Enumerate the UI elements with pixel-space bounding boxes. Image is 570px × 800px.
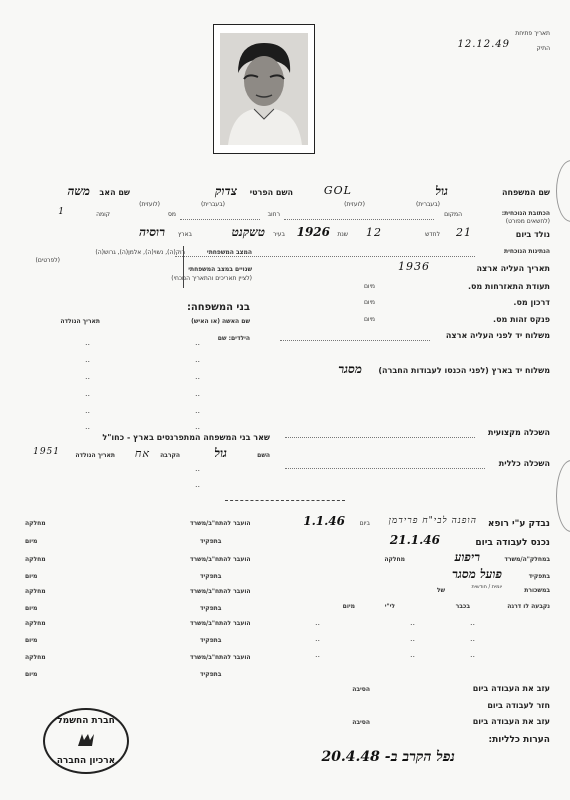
- dept-value: ריפוע: [454, 550, 480, 564]
- cert-from-label: מיום: [363, 283, 375, 290]
- aliya-value: 1936: [398, 260, 430, 273]
- from-right-4: מיום: [25, 637, 38, 644]
- role-label-5: בתפקיד: [200, 671, 222, 678]
- in-country-job-label: משלוח יד בארץ (לפני הכנסו לעבודות החברה): [378, 366, 550, 375]
- opening-date-value: 12.12.49: [457, 39, 510, 50]
- stamp-top-text: חברת החשמל: [57, 716, 115, 726]
- sub-latin-2: (לועזית): [139, 201, 160, 208]
- relative-birth-value: 1951: [33, 447, 60, 457]
- salary-sub: יומית / חודשית: [471, 584, 502, 590]
- place-label: המקום: [444, 211, 462, 218]
- family-name-latin: GOL: [323, 184, 352, 197]
- notes-label: הערות כלליות:: [488, 735, 550, 745]
- started-label: נכנס לעבודה ביום: [475, 538, 550, 548]
- children-label: הילדים: שם: [217, 335, 250, 342]
- birth-year: 1926: [296, 225, 330, 239]
- family-status-options: רוק(ה), נשוי(ה), אלמן(ה), גרוש(ה): [95, 249, 185, 256]
- grade-from: מיום: [342, 603, 355, 610]
- prof-edu-label: השכלה מקצועית: [487, 428, 550, 437]
- transfer-label-4: הועבר להתח"ב/משרד: [190, 620, 251, 627]
- floor-label: קומה: [96, 211, 110, 218]
- lightning-logo-icon: [76, 732, 96, 748]
- family-name-value: גול: [435, 184, 448, 198]
- medical-value: הופנה לבי"ח פרידמן: [388, 516, 477, 526]
- dept-label: במחלק"ה/משרד: [504, 556, 550, 563]
- birth-month: 12: [366, 226, 382, 239]
- occupation-before-label: משלוח יד לפני העליה ארצה: [445, 331, 550, 340]
- transfer-label-1: הועבר להתח"ב/משרד: [190, 520, 251, 527]
- relatives-title: שאר בני המשפחה המתפרנסים בארץ - כחו"ל: [102, 433, 270, 442]
- grade-value: בכבר: [455, 603, 470, 610]
- dept-right-1: מחלקה: [25, 520, 46, 527]
- birth-date-col: תאריך הנולדה: [60, 318, 100, 325]
- year-label: שנת: [337, 231, 348, 238]
- left2-reason-label: הסיבה: [352, 719, 370, 726]
- relative-name-label: השם: [257, 452, 270, 459]
- position-value: פועל מסגר: [452, 567, 502, 581]
- family-status-changes-sub: (לציין תאריכים והתאריך הנוכחי): [171, 275, 252, 282]
- in-country-job-value: מסגר: [338, 362, 362, 376]
- aliya-label: תאריך העליה ארצה: [476, 264, 550, 273]
- passport-label: דרכון מס.: [513, 298, 550, 307]
- grade-currency: לי"י: [384, 603, 395, 610]
- transfer-label-2: הועבר להתח"ב/משרד: [190, 556, 251, 563]
- number-label: מס: [168, 211, 176, 218]
- relative-relation-value: אח: [134, 447, 150, 460]
- opening-date-prefix: התיק: [536, 45, 550, 52]
- medical-label: נבדק ע"י רופא: [487, 519, 550, 529]
- birth-city: טשקנט: [231, 225, 265, 239]
- transfer-label-3: הועבר להתח"ב/משרד: [190, 588, 251, 595]
- wife-label: שם האשה (או האיש): [191, 318, 250, 325]
- salary-label: במשכורת: [524, 587, 550, 594]
- family-status-changes: שנויים במצב המשפחתי: [188, 266, 252, 273]
- role-label-1: בתפקיד: [200, 538, 222, 545]
- relative-birth-label: תאריך הנולדה: [75, 452, 115, 459]
- sub-latin: (לועזית): [344, 201, 365, 208]
- medical-date: 1.1.46: [303, 514, 345, 528]
- archive-stamp: [43, 708, 129, 774]
- position-label: בתפקיד: [528, 573, 550, 580]
- family-title: בני המשפחה:: [186, 302, 250, 313]
- opening-date-label: תאריך פתיחת: [515, 30, 550, 37]
- sub-hebrew: (בעברית): [415, 201, 440, 208]
- floor-value: 1: [58, 207, 65, 217]
- from-right-1: מיום: [25, 538, 38, 545]
- relative-name-value: גול: [214, 446, 227, 460]
- birth-label: נולד ביום: [515, 230, 550, 239]
- salary-unit: של: [436, 587, 445, 594]
- stamp-bottom-text: ארכיון החברה: [56, 756, 116, 766]
- dept-right-5: מחלקה: [25, 654, 46, 661]
- returned-label: חזר לעבודה ביום: [487, 701, 550, 710]
- from-right-5: מיום: [25, 671, 38, 678]
- from-right-2: מיום: [25, 573, 38, 580]
- role-label-2: בתפקיד: [200, 573, 222, 580]
- relative-relation-label: הקרבה: [160, 452, 180, 459]
- sub-hebrew-2: (בעברית): [200, 201, 225, 208]
- dept-right-2: מחלקה: [25, 556, 46, 563]
- transfer-label-5: הועבר להתח"ב/משרד: [190, 654, 251, 661]
- binder-hole-bottom: [556, 460, 570, 532]
- address-sub: (לחשאים מפורט): [505, 218, 550, 225]
- given-name-label: השם הפרטי: [249, 188, 293, 197]
- role-label-3: בתפקיד: [200, 605, 222, 612]
- dept-right-3: מחלקה: [25, 588, 46, 595]
- notes-value: נפל הקרב ב- 20.4.48: [321, 749, 455, 765]
- father-name-label: שם האב: [99, 188, 130, 197]
- id-from-label: מיום: [363, 316, 375, 323]
- id-label: פנקס זהות מס.: [493, 315, 550, 324]
- birth-day: 21: [456, 226, 472, 239]
- from-right-3: מיום: [25, 605, 38, 612]
- cert-label: תעודת התאזרחות מס.: [467, 282, 550, 291]
- left2-label: עזב את העבודה ביום: [472, 717, 550, 726]
- citizenship-label: הנתינות הנוכחית: [504, 248, 550, 255]
- gen-edu-label: השכלה כללית: [498, 459, 550, 468]
- portrait-photo: [213, 24, 315, 154]
- given-name-value: צדוק: [215, 184, 237, 198]
- left-reason-label: הסיבה: [352, 686, 370, 693]
- grade-label: נקבעה לו דרגה: [507, 603, 550, 610]
- dept-right-4: מחלקה: [25, 620, 46, 627]
- father-name-value: משה: [67, 184, 90, 198]
- family-name-label: שם המשפחה: [501, 188, 550, 197]
- street-label: רחוב: [267, 211, 280, 218]
- binder-hole-top: [556, 160, 570, 222]
- medical-date-label: ביום: [359, 520, 370, 527]
- country-label: בארץ: [177, 231, 192, 238]
- section-label: מחלקה: [384, 556, 405, 563]
- month-label: לחדש: [425, 231, 440, 238]
- role-label-4: בתפקיד: [200, 637, 222, 644]
- personnel-card: תאריך פתיחת התיק 12.12.49 שם המשפחה גול GOL השם הפרטי צדוק שם האב משה (בעברית) (לועזית) (בעברית) (לועזית) הכתובת הנוכחית: (לחשאים מפורט) המקום רחוב מס קומה 1 נולד ביום 21 לחדש 12 שנת 1926 בעיר טשקנט בארץ רוסיה הנתינות הנוכחית המצב המשפחתי רוק(ה), נשוי(ה), אלמן(ה), גרוש(ה) (לפרטים) שנויים במצב המשפחתי (לציין תאריכים והתאריך הנוכחי) תאריך העליה ארצה 1936 תעודת התאזרחות מס. מיום דרכון מס. מיום פנקס זהות מס. מיום משלוח יד לפני העליה ארצה בני המשפחה: שם האשה (או האיש) תאריך הנולדה הילדים: שם .. .. .. .. .. .. .. .. .. .. .. .. משלוח יד בארץ (לפני הכנסו לעבודות החברה) מסגר השכלה מקצועית השכלה כללית שאר בני המשפחה המתפרנסים בארץ - כחו"ל השם גול הקרבה אח תאריך הנולדה 1951 .. .. נבדק ע"י רופא הופנה לבי"ח פרידמן ביום 1.1.46 נכנס לעבודה ביום 21.1.46 במחלק"ה/משרד ריפוע מחלקה בתפקיד פועל מסגר במשכורת יומית / חודשית של נקבעה לו דרגה בכבר לי"י מיום .. .. .. .. .. .. .. .. .. מחלקה הועבר להתח"ב/משרד מיום בתפקיד מחלקה הועבר להתח"ב/משרד מיום בתפקיד מחלקה הועבר להתח"ב/משרד מיום בתפקיד מחלקה הועבר להתח"ב/משרד מיום בתפקיד מחלקה הועבר להתח"ב/משרד מיום בתפקיד עזב את העבודה ביום הסיבה חזר לעבודה ביום עזב את העבודה ביום הסיבה הערות כלליות: נפל הקרב ב- 20.4.48 חברת החשמל ארכיון החברה: [0, 0, 570, 800]
- family-status-sub: (לפרטים): [35, 257, 60, 264]
- left-label: עזב את העבודה ביום: [472, 684, 550, 693]
- started-date: 21.1.46: [389, 533, 440, 547]
- family-status-label: המצב המשפחתי: [206, 249, 252, 256]
- birth-country: רוסיה: [139, 225, 165, 239]
- passport-from-label: מיום: [363, 299, 375, 306]
- address-label: הכתובת הנוכחית:: [501, 210, 550, 217]
- city-label: בעיר: [273, 231, 285, 238]
